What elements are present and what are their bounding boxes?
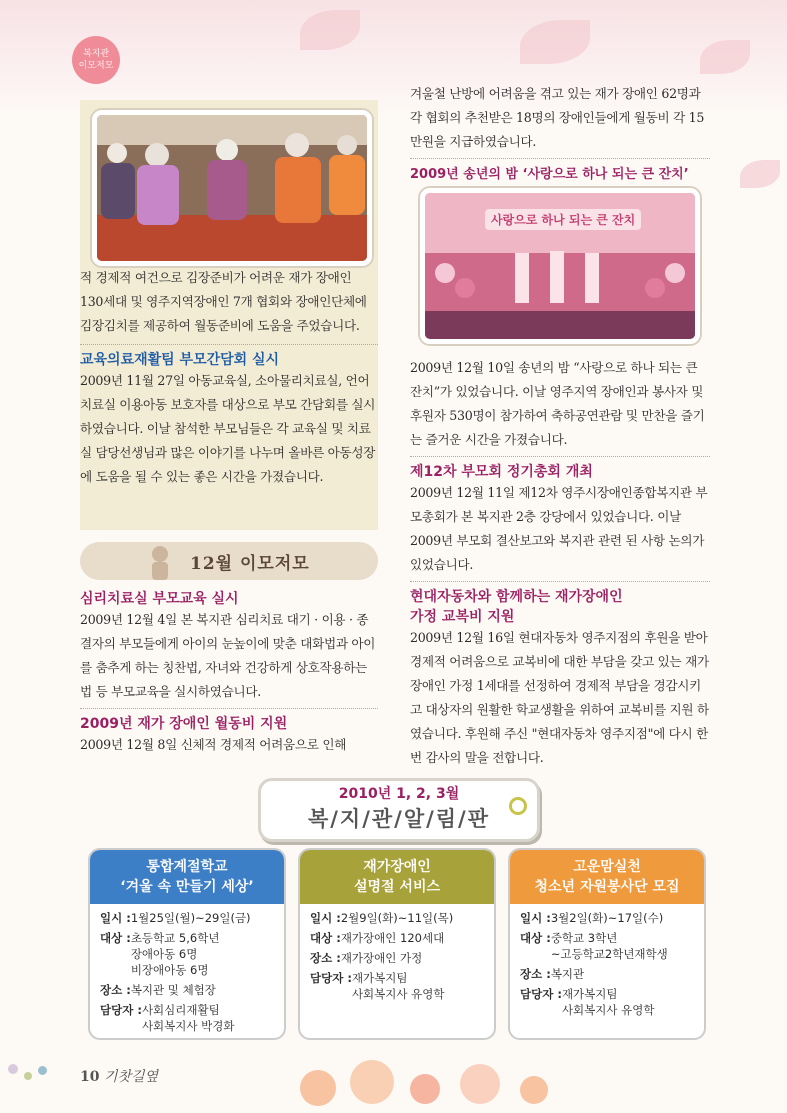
card-label: 일시 :: [100, 911, 131, 925]
card-title-2: 설명절 서비스: [353, 879, 441, 895]
education-meeting-text: 2009년 11월 27일 아동교육실, 소아물리치료실, 언어치료실 이용아동 보호자를 대상으로 부모 간담회를 실시하였습니다. 이날 참석한 부모님들은 각 교육실 및 치료실 담당선생님과 많은 이야기를 나누며 올바른 아동성장에 도움을 될 수 있는 좋은 시간을 가졌습니다.: [80, 373, 376, 484]
heating-support-heading: 2009년 재가 장애인 월동비 지원: [80, 716, 288, 732]
kimchi-photo: [92, 110, 372, 266]
petal-decoration: [740, 160, 780, 188]
card-header: [90, 850, 284, 904]
badge-line1: 복지관: [82, 49, 110, 59]
year-end-party-photo: [420, 188, 700, 344]
card-label: 담당자 :: [100, 1003, 142, 1017]
card-label: 대상 :: [520, 931, 551, 945]
heating-support-continued: 겨울철 난방에 어려움을 겪고 있는 재가 장애인 62명과 각 협회의 추천받은 18명의 장애인들에게 월동비 각 15만원을 지급하였습니다.: [410, 86, 705, 149]
card-value: 재가장애인 가정: [340, 951, 423, 965]
card-title-2: ‘겨울 속 만들기 세상’: [120, 879, 254, 895]
parents-assembly-heading: 제12차 부모회 정기총회 개최: [410, 464, 593, 480]
card-header: [300, 850, 494, 904]
card-label: 대상 :: [310, 931, 341, 945]
card-holiday-service: [298, 848, 496, 1040]
card-value: 중학교 3학년 ~고등학교2학년재학생: [550, 931, 668, 961]
card-title-1: 통합계절학교: [146, 859, 228, 875]
card-value: 1월25일(월)~29일(금): [130, 911, 251, 925]
magazine-name: 기찻길옆: [103, 1069, 159, 1085]
psychotherapy-text: 2009년 12월 4일 본 복지관 심리치료 대기 · 이용 · 종결자의 부모들에게 아이의 눈높이에 맞춘 대화법과 아이를 춤추게 하는 칭찬법, 자녀와 건강하게 상호작용하는 법 등 부모교육을 실시하였습니다.: [80, 612, 376, 699]
parents-assembly-text: 2009년 12월 11일 제12차 영주시장애인종합복지관 부모총회가 본 복지관 2층 강당에서 있었습니다. 이날 2009년 부모회 결산보고와 복지관 관련 된 사항 논의가 있었습니다.: [410, 485, 708, 572]
psychotherapy-heading: 심리치료실 부모교육 실시: [80, 591, 239, 607]
badge-line2: 이모저모: [78, 61, 114, 71]
card-value: 복지관 및 체험장: [130, 983, 216, 997]
page-number: 10: [80, 1069, 100, 1085]
year-end-party-text: 2009년 12월 10일 송년의 밤 “사랑으로 하나 되는 큰 잔치”가 있었습니다. 이날 영주지역 장애인과 봉사자 및 후원자 530명이 참가하여 축하공연관람 및 만찬을 즐기는 즐거운 시간을 가졌습니다.: [410, 360, 705, 447]
card-label: 일시 :: [520, 911, 551, 925]
card-value: 재가복지팀 사회복지사 유영학: [561, 987, 655, 1017]
card-value: 2월9일(화)~11일(목): [340, 911, 454, 925]
section-title: 12월 이모저모: [190, 554, 310, 574]
card-value: 복지관: [550, 967, 585, 981]
notice-date: 2010년 1, 2, 3월: [338, 786, 460, 802]
card-youth-volunteer: [508, 848, 706, 1040]
card-label: 담당자 :: [310, 971, 352, 985]
card-label: 담당자 :: [520, 987, 562, 1001]
card-winter-school: [88, 848, 286, 1040]
figure-silhouette-icon: [130, 542, 190, 580]
kimchi-photo-illustration: [97, 115, 367, 261]
notice-title: 복/지/관/알/림/판: [307, 807, 491, 831]
card-label: 장소 :: [100, 983, 131, 997]
flower-decoration: [350, 1060, 394, 1104]
flower-decoration: [520, 1076, 548, 1104]
card-label: 장소 :: [520, 967, 551, 981]
flower-decoration: [460, 1064, 500, 1104]
card-label: 장소 :: [310, 951, 341, 965]
uniform-support-text: 2009년 12월 16일 현대자동차 영주지점의 후원을 받아 경제적 어려움으로 교복비에 대한 부담을 갖고 있는 재가장애인 가정 1세대를 선정하여 경제적 부담을 경감시키고 대상자의 원활한 학교생활을 위하여 교복비를 지원 하였습니다. 후원해 주신 "현대자동차 영주지점"에 다시 한번 감사의 말을 전합니다.: [410, 630, 709, 765]
flower-decoration: [300, 1070, 336, 1106]
year-end-party-heading: 2009년 송년의 밤 ‘사랑으로 하나 되는 큰 잔치’: [410, 167, 689, 182]
card-value: 3월2일(화)~17일(수): [550, 911, 664, 925]
section-badge: [72, 36, 120, 84]
notice-board-title: [258, 778, 540, 842]
card-label: 일시 :: [310, 911, 341, 925]
card-title-2: 청소년 자원봉사단 모집: [534, 879, 680, 895]
flower-decoration: [410, 1074, 440, 1104]
circle-icon: [509, 797, 527, 815]
page-footer: [80, 1066, 158, 1086]
card-label: 대상 :: [100, 931, 131, 945]
card-title-1: 고운맘실천: [573, 859, 641, 875]
card-title-1: 재가장애인: [363, 859, 431, 875]
card-value: 사회심리재활팀 사회복지사 박경화: [141, 1003, 235, 1033]
stage-banner: 사랑으로 하나 되는 큰 잔치: [485, 209, 641, 230]
kimchi-paragraph: 적 경제적 여건으로 김장준비가 어려운 재가 장애인 130세대 및 영주지역장애인 7개 협회와 장애인단체에 김장김치를 제공하여 월동준비에 도움을 주었습니다.: [80, 270, 367, 333]
card-header: [510, 850, 704, 904]
heating-support-text: 2009년 12월 8일 신체적 경제적 어려움으로 인해: [80, 737, 347, 752]
uniform-support-heading-1: 현대자동차와 함께하는 재가장애인: [410, 589, 623, 605]
card-value: 재가복지팀 사회복지사 유영학: [351, 971, 445, 1001]
card-value: 재가장애인 120세대: [340, 931, 445, 945]
card-value: 초등학교 5,6학년 장애아동 6명 비장애아동 6명: [130, 931, 220, 977]
education-meeting-heading: 교육의료재활팀 부모간담회 실시: [80, 352, 280, 368]
uniform-support-heading-2: 가정 교복비 지원: [410, 609, 515, 625]
